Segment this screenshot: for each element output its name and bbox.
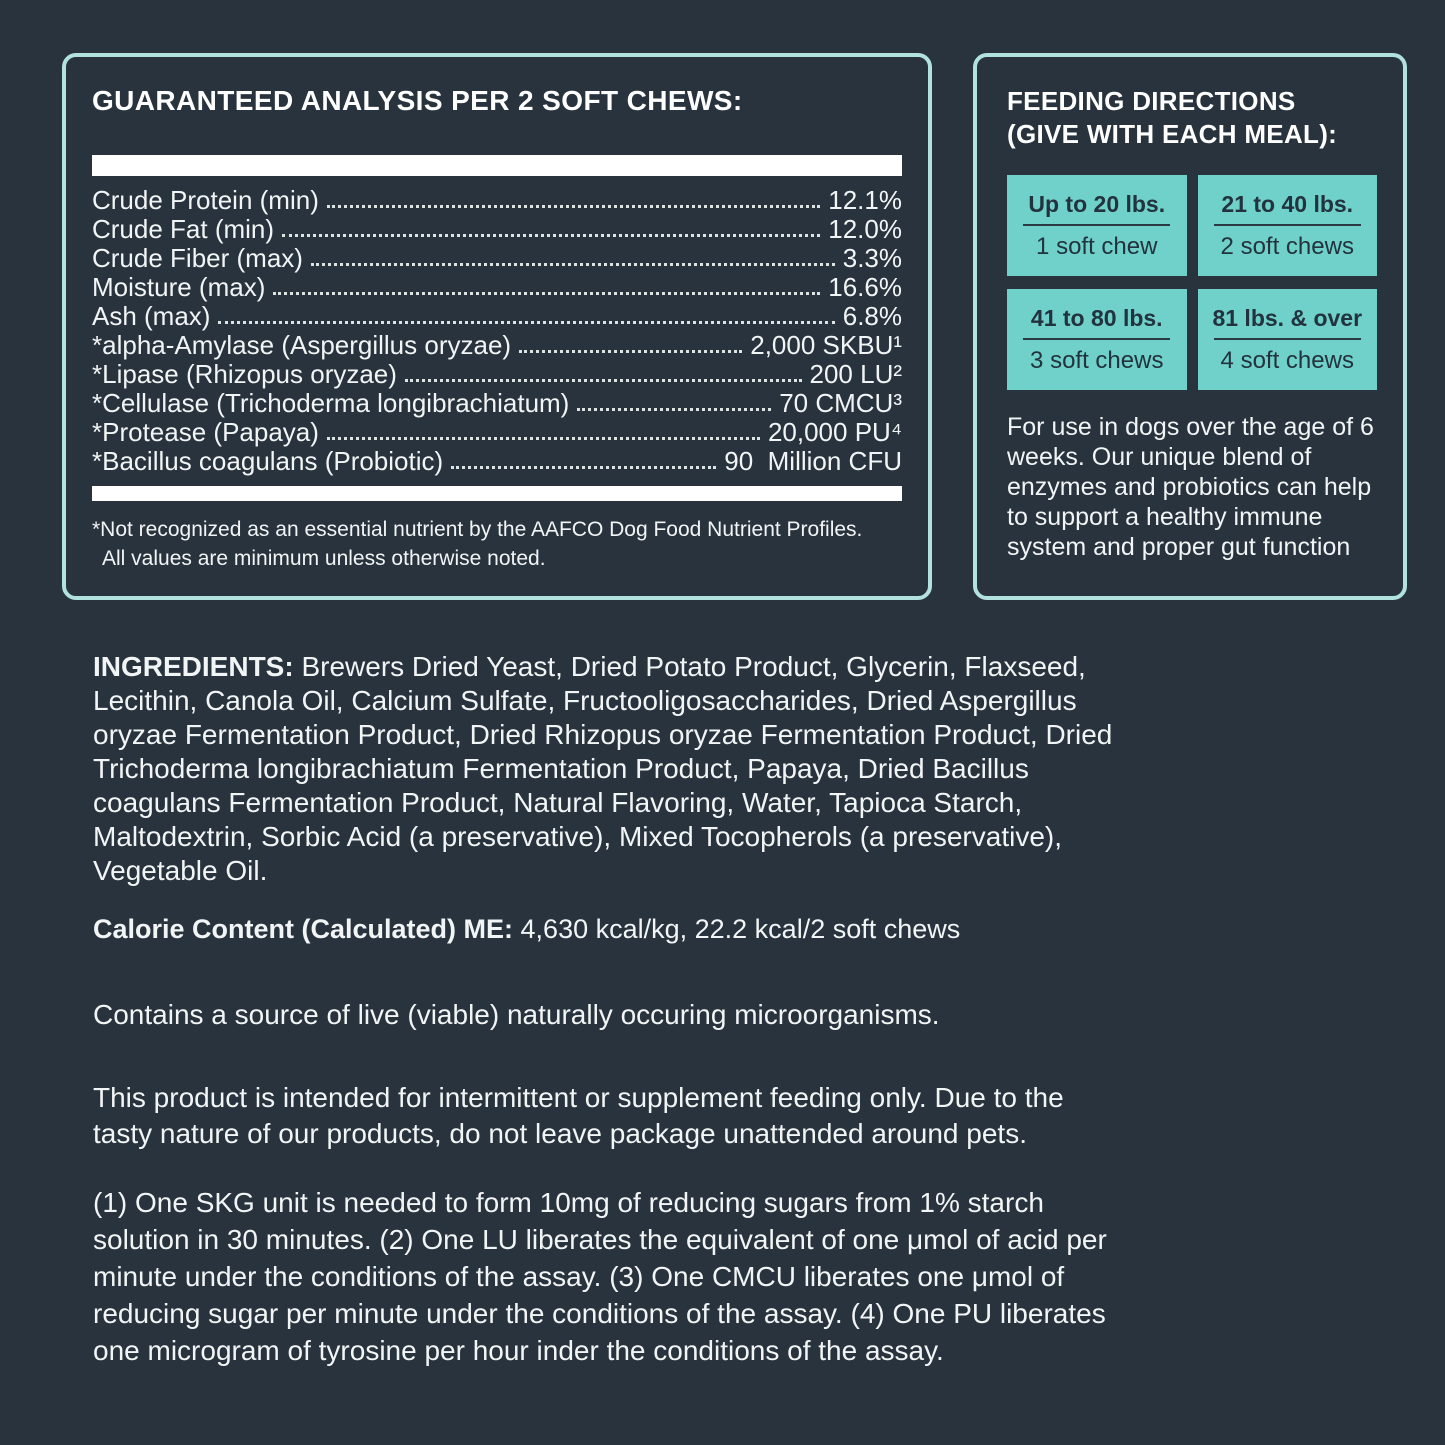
chew-count-label: 3 soft chews <box>1030 347 1164 374</box>
nutrient-label: *Bacillus coagulans (Probiotic) <box>92 446 444 476</box>
nutrient-value: 90 Million CFU <box>724 446 902 476</box>
dot-leader <box>327 205 820 208</box>
nutrient-label: *alpha-Amylase (Aspergillus oryzae) <box>92 330 512 360</box>
chew-count-label: 2 soft chews <box>1220 233 1354 260</box>
nutrient-row <box>92 331 902 360</box>
dot-leader <box>405 379 802 382</box>
dot-leader <box>273 292 820 295</box>
feeding-directions-panel <box>973 53 1407 600</box>
dot-leader <box>218 321 834 324</box>
cell-divider <box>1214 224 1361 226</box>
nutrient-row <box>92 302 902 331</box>
ingredients-label: INGREDIENTS: <box>93 651 294 682</box>
nutrient-label: Crude Fat (min) <box>92 214 275 244</box>
chew-count-label: 1 soft chew <box>1036 233 1158 260</box>
nutrient-value: 12.1% <box>828 185 902 215</box>
nutrient-label: *Lipase (Rhizopus oryzae) <box>92 359 397 389</box>
nutrient-label: *Protease (Papaya) <box>92 417 319 447</box>
nutrient-value: 2,000 SKBU¹ <box>750 330 902 360</box>
nutrient-row <box>92 215 902 244</box>
nutrient-label: *Cellulase (Trichoderma longibrachiatum) <box>92 388 570 418</box>
intermittent-feeding-paragraph: This product is intended for intermittent or supplement feeding only. Due to the tasty nature of our products, do not leave package unattended around pets. <box>93 1082 1064 1149</box>
aafco-footnote-line2: All values are minimum unless otherwise noted. <box>102 547 546 570</box>
dosage-grid <box>1007 175 1377 390</box>
nutrient-label: Crude Protein (min) <box>92 185 319 215</box>
calorie-content-label: Calorie Content (Calculated) ME: <box>93 914 514 944</box>
dot-leader <box>327 437 760 440</box>
microorganisms-line: Contains a source of live (viable) naturally occuring microorganisms. <box>93 999 940 1030</box>
chew-count-label: 4 soft chews <box>1220 347 1354 374</box>
nutrient-value: 70 CMCU³ <box>779 388 902 418</box>
nutrient-row <box>92 186 902 215</box>
nutrient-value: 6.8% <box>842 301 902 331</box>
guaranteed-analysis-panel <box>62 53 932 600</box>
nutrient-value: 200 LU² <box>809 359 902 389</box>
divider-bar-bottom <box>92 486 902 501</box>
cell-divider <box>1214 338 1361 340</box>
label-body-text <box>0 600 1118 1369</box>
nutrient-row <box>92 389 902 418</box>
guaranteed-analysis-title: GUARANTEED ANALYSIS PER 2 SOFT CHEWS: <box>92 85 743 116</box>
dosage-cell <box>1007 175 1187 276</box>
nutrient-row <box>92 360 902 389</box>
nutrient-row <box>92 244 902 273</box>
feeding-title-line1: FEEDING DIRECTIONS <box>1007 86 1296 116</box>
cell-divider <box>1023 224 1170 226</box>
dot-leader <box>451 466 716 469</box>
nutrient-value: 3.3% <box>842 243 902 273</box>
aafco-footnote <box>92 515 902 573</box>
ingredients-list: Brewers Dried Yeast, Dried Potato Product, Glycerin, Flaxseed, Lecithin, Canola Oil, Calcium Sulfate, Fructooligosaccharides, Dried Aspergillus oryzae Fermentation Product, Dried Rhizopus oryzae Fermentation Product, Dried Trichoderma longibrachiatum Fermentation Product, Papaya, Dried Bacillus coagulans Fermentation Product, Natural Flavoring, Water, Tapioca Starch, Maltodextrin, Sorbic Acid (a preservative), Mixed Tocopherols (a preservative), Vegetable Oil. <box>93 651 1113 886</box>
cell-divider <box>1023 338 1170 340</box>
dosage-cell <box>1198 289 1378 390</box>
nutrient-label: Ash (max) <box>92 301 211 331</box>
dot-leader <box>577 408 771 411</box>
divider-bar-top <box>92 155 902 176</box>
ingredients-paragraph <box>93 650 1118 888</box>
nutrient-label: Crude Fiber (max) <box>92 243 303 273</box>
dot-leader <box>519 350 742 353</box>
nutrient-value: 12.0% <box>828 214 902 244</box>
dosage-cell <box>1198 175 1378 276</box>
calorie-content-value: 4,630 kcal/kg, 22.2 kcal/2 soft chews <box>513 914 961 944</box>
nutrient-row <box>92 418 902 447</box>
nutrient-value: 16.6% <box>828 272 902 302</box>
aafco-footnote-line1: *Not recognized as an essential nutrient by the AAFCO Dog Food Nutrient Profiles. <box>92 518 863 541</box>
weight-range-label: 41 to 80 lbs. <box>1030 305 1163 331</box>
feeding-usage-note: For use in dogs over the age of 6 weeks. Our unique blend of enzymes and probiotics can help to support a healthy immune system and proper gut function <box>1007 413 1374 561</box>
assay-footnotes-paragraph: (1) One SKG unit is needed to form 10mg of reducing sugars from 1% starch solution in 30 minutes. (2) One LU liberates the equivalent of one μmol of acid per minute under the conditions of the assay. (3) One CMCU liberates one μmol of reducing sugar per minute under the conditions of the assay. (4) One PU liberates one microgram of tyrosine per hour inder the conditions of the assay. <box>93 1187 1107 1366</box>
nutrient-row <box>92 447 902 476</box>
dot-leader <box>282 234 820 237</box>
nutrient-label: Moisture (max) <box>92 272 266 302</box>
nutrient-row <box>92 273 902 302</box>
calorie-content-line <box>93 912 1118 946</box>
feeding-title-line2: (GIVE WITH EACH MEAL): <box>1007 119 1338 149</box>
weight-range-label: Up to 20 lbs. <box>1028 191 1166 217</box>
weight-range-label: 81 lbs. & over <box>1212 305 1363 331</box>
dot-leader <box>311 263 835 266</box>
nutrient-table <box>92 186 902 476</box>
dosage-cell <box>1007 289 1187 390</box>
feeding-directions-title <box>1007 85 1377 151</box>
weight-range-label: 21 to 40 lbs. <box>1221 191 1354 217</box>
top-panels-row <box>0 0 1445 600</box>
nutrient-value: 20,000 PU⁴ <box>767 417 902 447</box>
